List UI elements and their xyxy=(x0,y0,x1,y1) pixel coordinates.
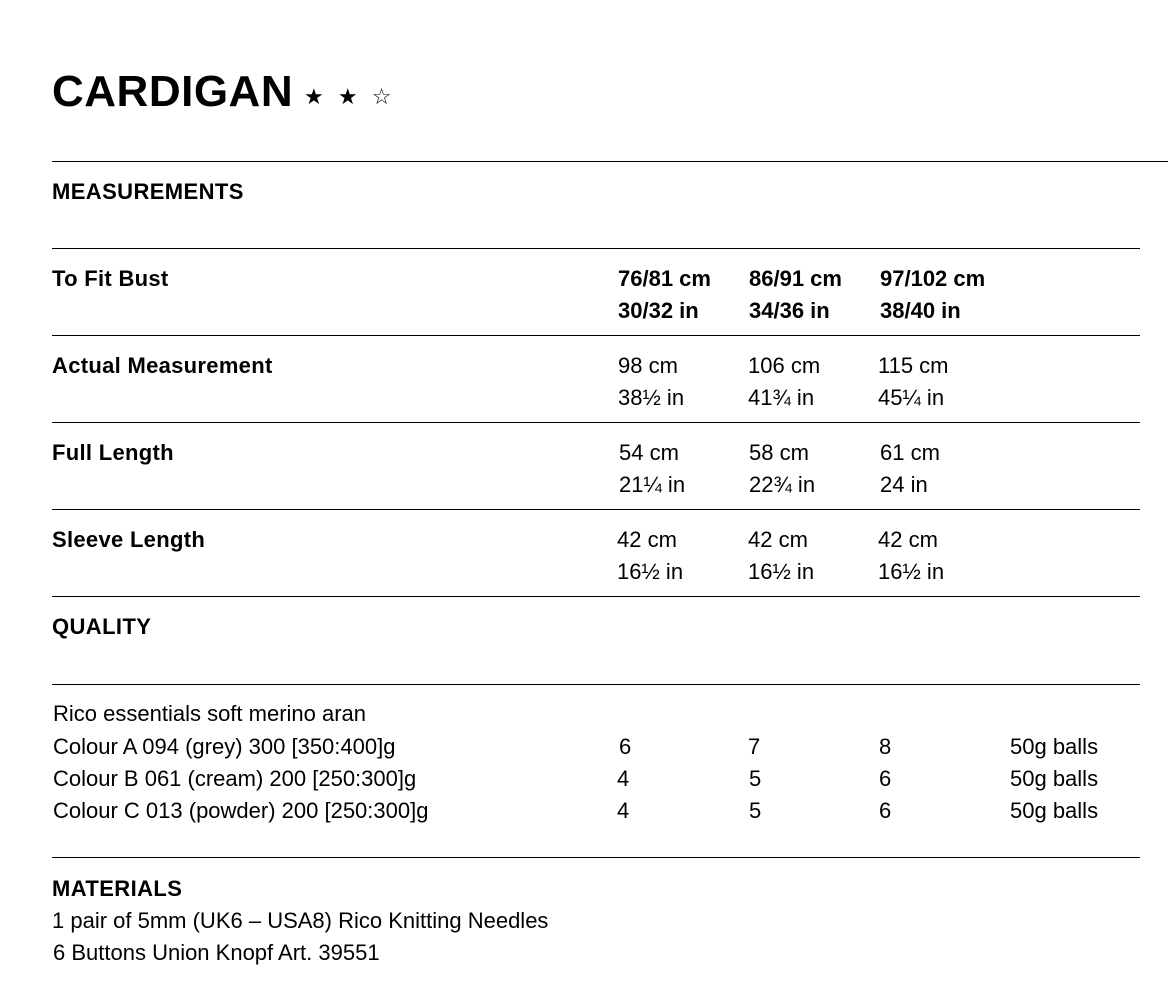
star-empty-icon: ☆ xyxy=(371,84,396,109)
measurement-cell: 42 cm 16½ in xyxy=(748,527,815,584)
measurement-cell: 115 cm 45¼ in xyxy=(878,353,949,410)
ball-count: 4 xyxy=(617,766,630,791)
materials-heading: MATERIALS xyxy=(52,876,183,901)
divider xyxy=(52,161,1168,162)
measurements-heading: MEASUREMENTS xyxy=(52,179,244,204)
ball-unit: 50g balls xyxy=(1010,798,1099,823)
measurement-cell: 98 cm 38½ in xyxy=(618,353,685,410)
ball-unit: 50g balls xyxy=(1010,734,1099,759)
ball-unit: 50g balls xyxy=(1010,766,1099,791)
page-title: CARDIGAN xyxy=(52,67,294,116)
measurement-cell: 58 cm 22¾ in xyxy=(749,440,816,497)
ball-count: 6 xyxy=(879,798,892,823)
star-filled-icon: ★ xyxy=(337,84,362,109)
row-label-actual-measurement: Actual Measurement xyxy=(52,353,273,378)
divider xyxy=(52,684,1140,685)
divider xyxy=(52,248,1140,249)
measurement-cell: 42 cm 16½ in xyxy=(878,527,945,584)
measurement-cell: 61 cm 24 in xyxy=(880,440,940,497)
difficulty-rating xyxy=(304,84,395,110)
colour-name: Colour A 094 (grey) 300 [350:400]g xyxy=(53,734,396,759)
measurement-cell: 54 cm 21¼ in xyxy=(619,440,686,497)
measurement-cell: 42 cm 16½ in xyxy=(617,527,684,584)
divider xyxy=(52,596,1140,597)
ball-count: 6 xyxy=(619,734,632,759)
quality-heading: QUALITY xyxy=(52,614,152,639)
row-label-to-fit-bust: To Fit Bust xyxy=(52,266,169,291)
yarn-name: Rico essentials soft merino aran xyxy=(53,701,367,726)
size-header-1: 76/81 cm 30/32 in xyxy=(618,266,711,323)
ball-count: 5 xyxy=(749,798,762,823)
ball-count: 7 xyxy=(748,734,761,759)
divider xyxy=(52,335,1140,336)
row-label-full-length: Full Length xyxy=(52,440,174,465)
ball-count: 5 xyxy=(749,766,762,791)
ball-count: 6 xyxy=(879,766,892,791)
measurement-cell: 106 cm 41¾ in xyxy=(748,353,821,410)
material-item: 1 pair of 5mm (UK6 – USA8) Rico Knitting Needles xyxy=(52,908,549,933)
ball-count: 4 xyxy=(617,798,630,823)
row-label-sleeve-length: Sleeve Length xyxy=(52,527,206,552)
ball-count: 8 xyxy=(879,734,892,759)
star-filled-icon: ★ xyxy=(304,84,328,109)
size-header-3: 97/102 cm 38/40 in xyxy=(880,266,986,323)
size-header-2: 86/91 cm 34/36 in xyxy=(749,266,842,323)
divider xyxy=(52,509,1140,510)
colour-name: Colour C 013 (powder) 200 [250:300]g xyxy=(53,798,429,823)
divider xyxy=(52,857,1140,858)
material-item: 6 Buttons Union Knopf Art. 39551 xyxy=(53,940,380,965)
divider xyxy=(52,422,1140,423)
colour-name: Colour B 061 (cream) 200 [250:300]g xyxy=(53,766,417,791)
